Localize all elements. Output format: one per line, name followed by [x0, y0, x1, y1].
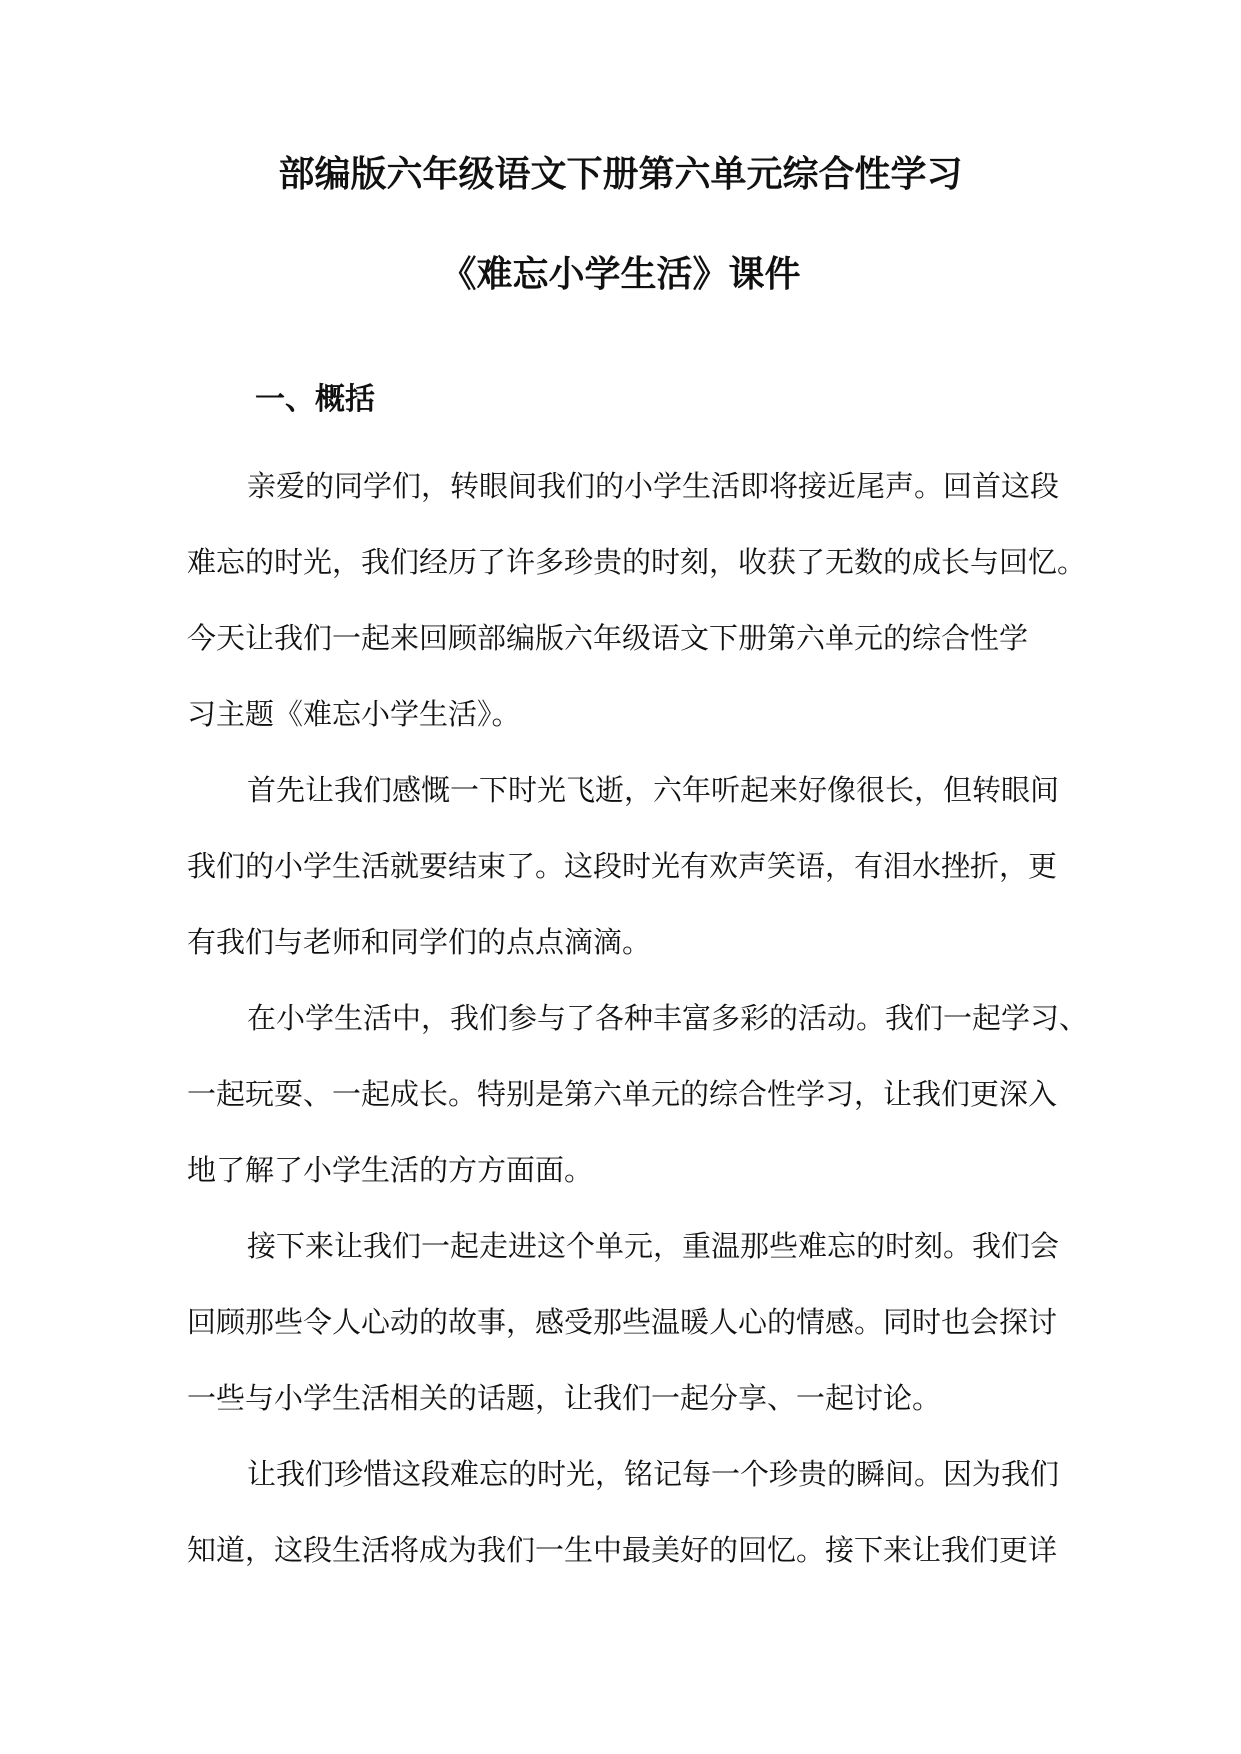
paragraph-line: 地了解了小学生活的方方面面。	[187, 1153, 594, 1187]
paragraph-line: 难忘的时光，我们经历了许多珍贵的时刻，收获了无数的成长与回忆。	[187, 545, 1087, 579]
paragraph-line: 在小学生活中，我们参与了各种丰富多彩的活动。我们一起学习、	[247, 1001, 1089, 1035]
paragraph-line: 有我们与老师和同学们的点点滴滴。	[187, 925, 652, 959]
paragraph-line: 我们的小学生活就要结束了。这段时光有欢声笑语，有泪水挫折，更	[187, 849, 1058, 883]
paragraph-line: 一些与小学生活相关的话题，让我们一起分享、一起讨论。	[187, 1381, 942, 1415]
paragraph-line: 习主题《难忘小学生活》。	[187, 697, 521, 731]
paragraph-line: 今天让我们一起来回顾部编版六年级语文下册第六单元的综合性学	[187, 621, 1029, 655]
paragraph-line: 让我们珍惜这段难忘的时光，铭记每一个珍贵的瞬间。因为我们	[247, 1457, 1060, 1491]
paragraph-line: 回顾那些令人心动的故事，感受那些温暖人心的情感。同时也会探讨	[187, 1305, 1058, 1339]
document-title-line-2: 《难忘小学生活》课件	[440, 254, 801, 295]
paragraph-line: 亲爱的同学们，转眼间我们的小学生活即将接近尾声。回首这段	[247, 469, 1060, 503]
paragraph-line: 一起玩耍、一起成长。特别是第六单元的综合性学习，让我们更深入	[187, 1077, 1058, 1111]
paragraph-line: 首先让我们感慨一下时光飞逝，六年听起来好像很长，但转眼间	[247, 773, 1060, 807]
paragraph-line: 接下来让我们一起走进这个单元，重温那些难忘的时刻。我们会	[247, 1229, 1060, 1263]
document-title-line-1: 部编版六年级语文下册第六单元综合性学习	[278, 154, 963, 195]
paragraph-line: 知道，这段生活将成为我们一生中最美好的回忆。接下来让我们更详	[187, 1533, 1058, 1567]
section-heading: 一、概括	[255, 382, 375, 417]
